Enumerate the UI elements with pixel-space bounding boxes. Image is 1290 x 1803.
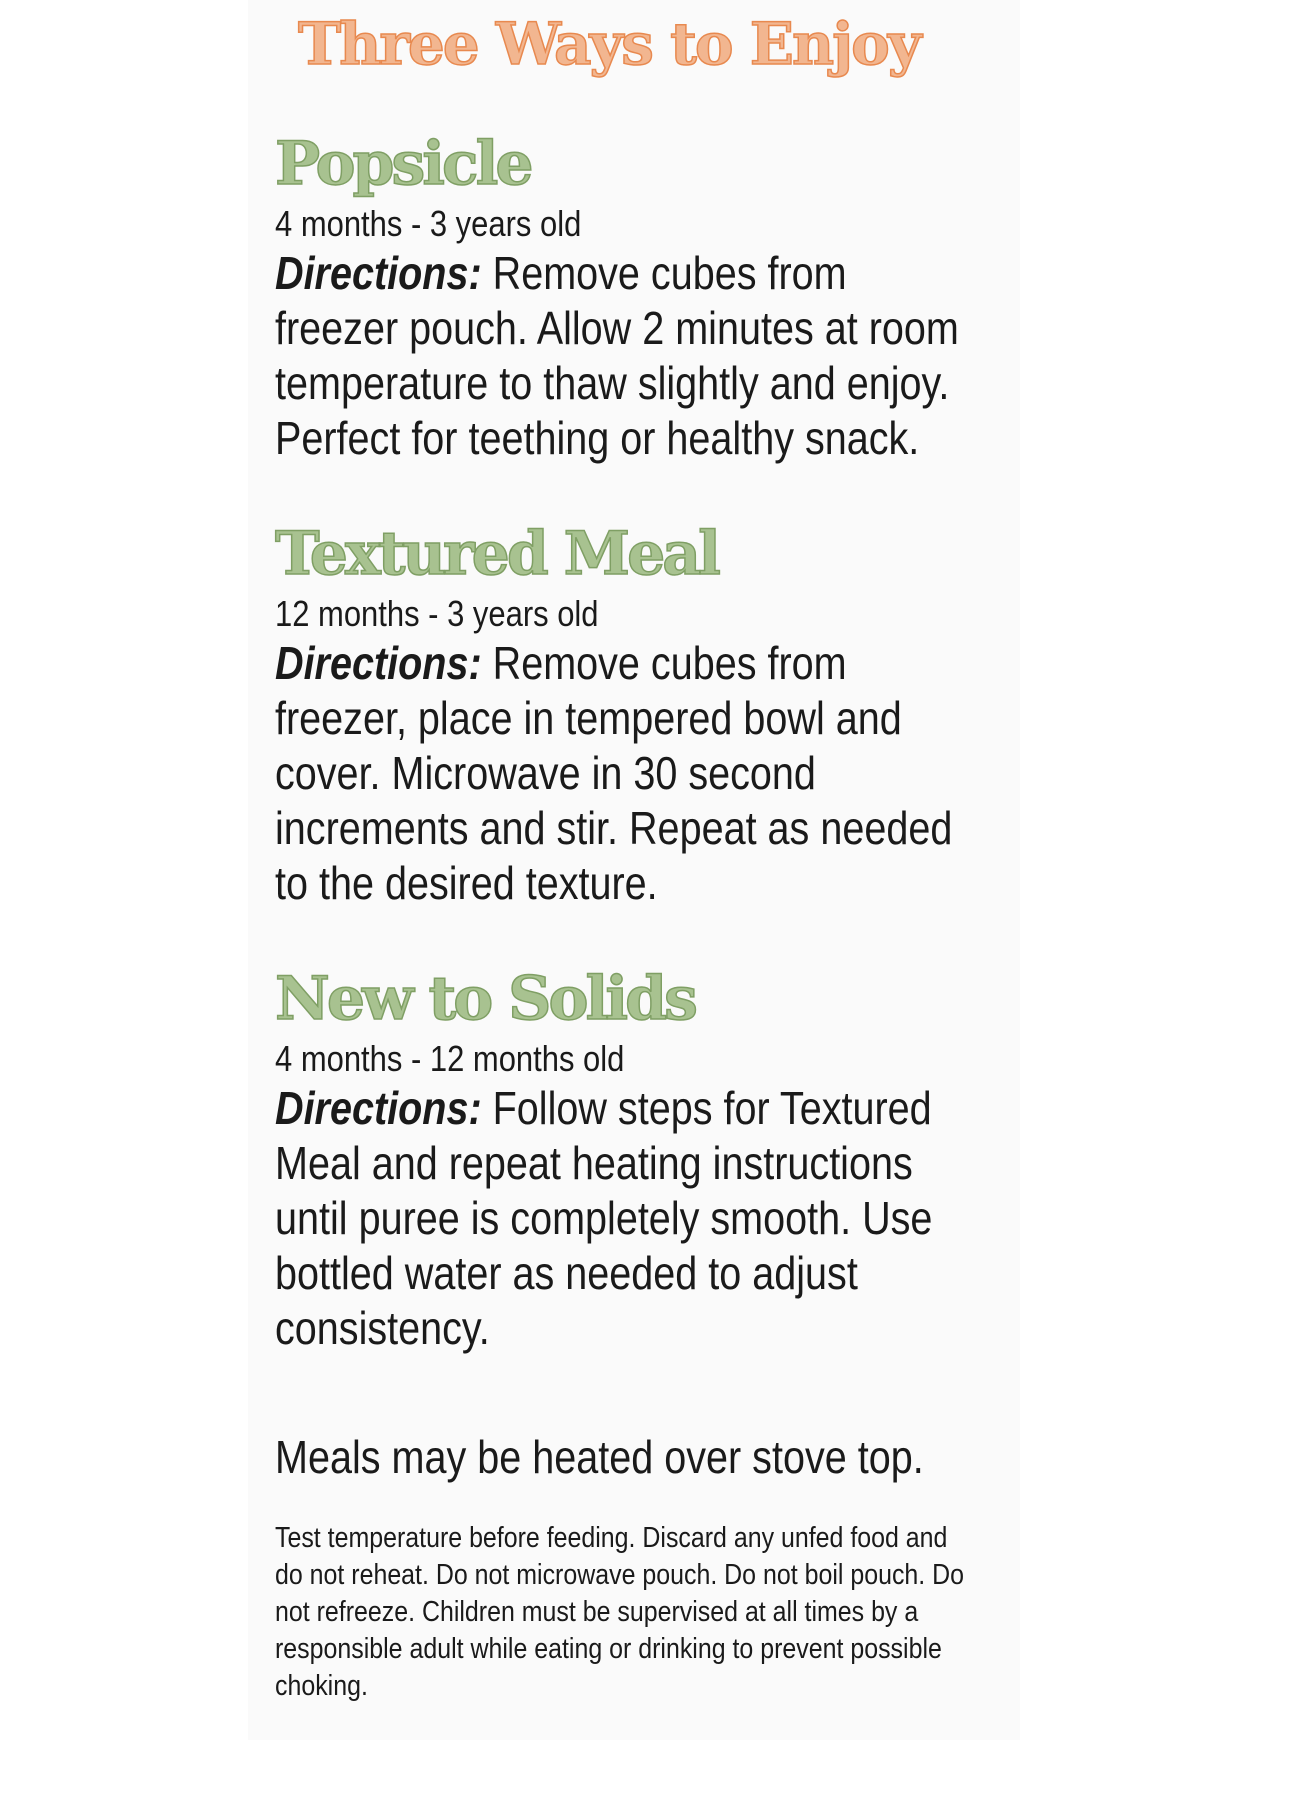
directions-text: Follow steps for Textured Meal and repeat heating instructions until puree is completely smooth. Use bottled water as needed to adjust consistency. — [275, 1082, 933, 1354]
stove-note: Meals may be heated over stove top. — [275, 1431, 924, 1483]
directions — [275, 246, 972, 466]
directions-text: Remove cubes from freezer, place in tempered bowl and cover. Microwave in 30 second increments and stir. Repeat as needed to the desired texture. — [275, 637, 953, 909]
section-heading: New to Solids — [275, 964, 695, 1034]
section-heading: Textured Meal — [275, 519, 718, 589]
directions-label: Directions: — [275, 247, 482, 299]
section-textured-meal — [275, 520, 995, 911]
section-popsicle — [275, 130, 995, 466]
age-range: 12 months - 3 years old — [275, 593, 599, 634]
directions — [275, 636, 972, 911]
age-range: 4 months - 12 months old — [275, 1038, 625, 1079]
directions-label: Directions: — [275, 1082, 482, 1134]
age-range: 4 months - 3 years old — [275, 203, 582, 244]
directions-label: Directions: — [275, 637, 482, 689]
section-new-to-solids — [275, 965, 995, 1356]
page-title: Three Ways to Enjoy — [298, 10, 920, 78]
directions-text: Remove cubes from freezer pouch. Allow 2 minutes at room temperature to thaw slightly and enjoy. Perfect for teething or healthy snack. — [275, 247, 959, 464]
safety-warning: Test temperature before feeding. Discard any unfed food and do not reheat. Do not microwave pouch. Do not boil pouch. Do not refreeze. Children must be supervised at all times by a responsible adult while eating or drinking to prevent possible choking. — [275, 1522, 965, 1702]
section-heading: Popsicle — [275, 129, 531, 199]
directions — [275, 1081, 972, 1356]
